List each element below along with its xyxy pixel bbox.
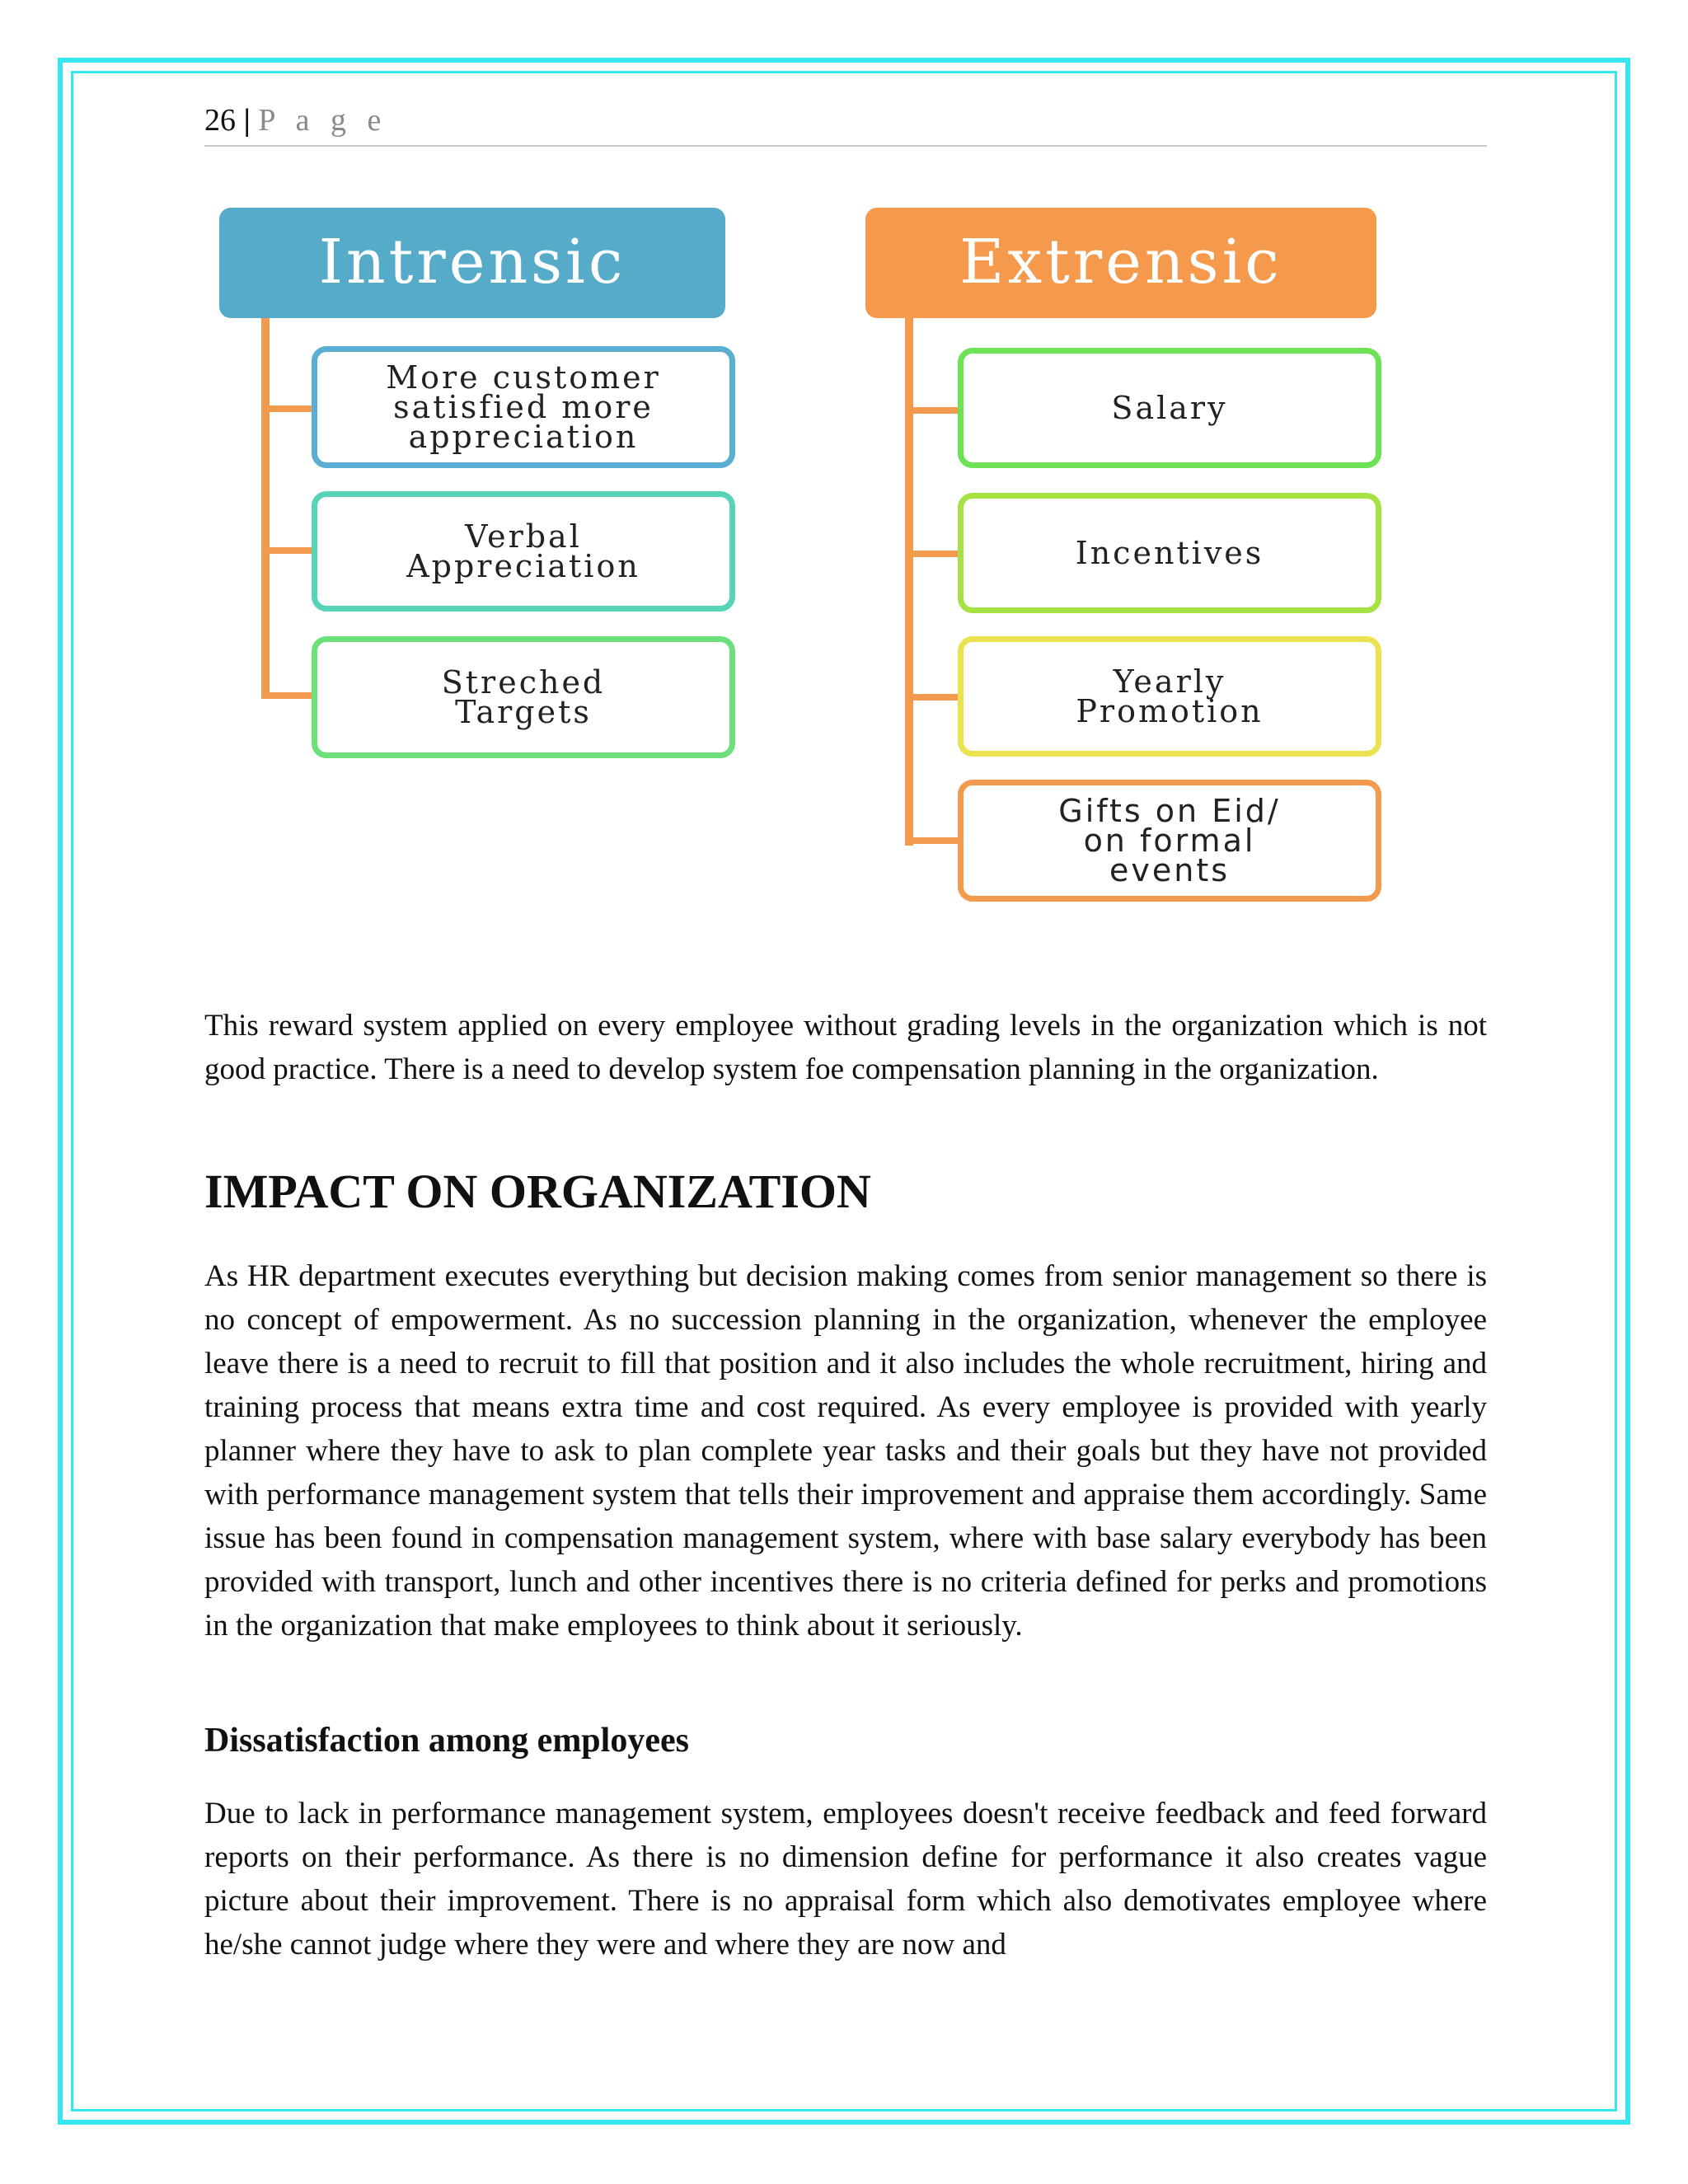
page-number: 26	[204, 103, 236, 138]
extrinsic-item-incentives: Incentives	[958, 493, 1381, 613]
extrinsic-item-gifts: Gifts on Eid/ on formal events	[958, 780, 1381, 902]
paragraph-3-text: Due to lack in performance management system, employees doesn't receive feedback and feed forward reports on their performance. As there is no dimension define for performance it also creates vague picture about their improvement. There is no appraisal form which also demotivates employee where he/she cannot judge where they were and where they are now and	[204, 1797, 1487, 1961]
extrinsic-item-yearly-promotion: Yearly Promotion	[958, 636, 1381, 757]
paragraph-2-text: As HR department executes everything but decision making comes from senior management so there is no concept of empowerment. As no succession planning in the organization, whenever the employee leave there is a need to recruit to fill that position and it also includes the whole recruitment, hiring and training process that means extra time and cost required. As every employee is provided with yearly planner where they have to ask to plan complete year tasks and their goals but they have not provided with performance management system that tells their improvement and appraise them accordingly. Same issue has been found in compensation management system, where with base salary everybody has been provided with transport, lunch and other incentives there is no criteria defined for perks and promotions in the organization that make employees to think about it seriously.	[204, 1259, 1487, 1643]
intrinsic-item-stretched-targets: Streched Targets	[312, 636, 735, 758]
intrinsic-connector-3	[261, 692, 312, 699]
intrinsic-item-verbal-appreciation: Verbal Appreciation	[312, 491, 735, 612]
extrinsic-header: Extrensic	[865, 208, 1376, 318]
intrinsic-connector-1	[261, 405, 312, 412]
extrinsic-connector-4	[905, 837, 958, 844]
paragraph-reward-system	[204, 1004, 1487, 1091]
intrinsic-connector-vertical	[261, 318, 270, 697]
intrinsic-header: Intrensic	[219, 208, 725, 318]
paragraph-dissatisfaction	[204, 1792, 1487, 1966]
extrinsic-connector-1	[905, 407, 958, 414]
paragraph-1-text: This reward system applied on every employee without grading levels in the organization which is not good practice. There is a need to develop system foe compensation planning in the organization.	[204, 1009, 1487, 1086]
extrinsic-connector-2	[905, 551, 958, 557]
paragraph-impact	[204, 1254, 1487, 1647]
reward-diagram	[0, 0, 1688, 923]
intrinsic-connector-2	[261, 547, 312, 554]
page-separator: |	[243, 103, 251, 138]
intrinsic-item-customer-satisfaction: More customer satisfied more appreciation	[312, 346, 735, 468]
heading-dissatisfaction: Dissatisfaction among employees	[204, 1722, 689, 1760]
extrinsic-connector-vertical	[905, 318, 913, 846]
heading-impact-on-organization: IMPACT ON ORGANIZATION	[204, 1165, 871, 1218]
page-label: P a g e	[258, 103, 388, 138]
extrinsic-connector-3	[905, 694, 958, 701]
extrinsic-item-salary: Salary	[958, 348, 1381, 468]
